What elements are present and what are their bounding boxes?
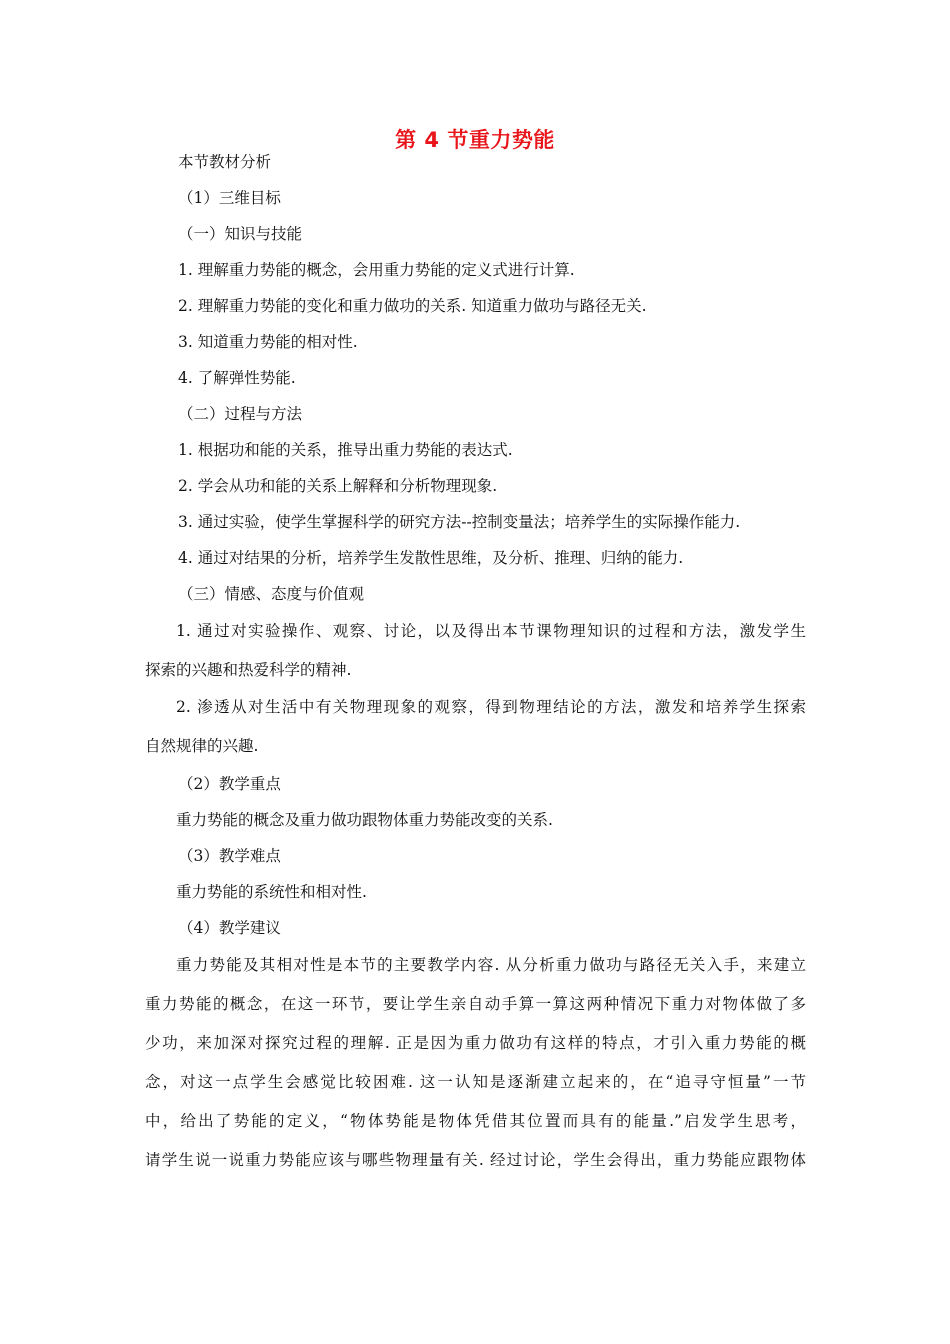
goal-item: 4. 通过对结果的分析，培养学生发散性思维，及分析、推理、归纳的能力. — [178, 549, 684, 567]
goal-item: 3. 知道重力势能的相对性. — [178, 333, 358, 351]
heading-three-dimensional-goals: （1）三维目标 — [178, 189, 281, 207]
teaching-difficulty-text: 重力势能的系统性和相对性. — [176, 883, 367, 901]
heading-knowledge-skills: （一）知识与技能 — [178, 225, 303, 243]
goal-item: 1. 根据功和能的关系，推导出重力势能的表达式. — [178, 441, 513, 459]
suggestion-paragraph-line: 请学生说一说重力势能应该与哪些物理量有关. 经过讨论，学生会得出，重力势能应跟物体 — [145, 1151, 806, 1169]
suggestion-paragraph-line: 中，给出了势能的定义，“物体势能是物体凭借其位置而具有的能量.”启发学生思考， — [145, 1112, 806, 1130]
teaching-focus-text: 重力势能的概念及重力做功跟物体重力势能改变的关系. — [176, 811, 553, 829]
suggestion-paragraph-line: 重力势能及其相对性是本节的主要教学内容. 从分析重力做功与路径无关入手，来建立 — [176, 956, 806, 974]
goal-item-continuation: 探索的兴趣和热爱科学的精神. — [145, 661, 352, 679]
goal-item-continuation: 自然规律的兴趣. — [145, 737, 259, 755]
heading-teaching-focus: （2）教学重点 — [178, 775, 281, 793]
goal-item: 1. 通过对实验操作、观察、讨论，以及得出本节课物理知识的过程和方法，激发学生 — [176, 622, 806, 640]
suggestion-paragraph-line: 少功，来加深对探究过程的理解. 正是因为重力做功有这样的特点，才引入重力势能的概 — [145, 1034, 806, 1052]
section-heading-analysis: 本节教材分析 — [178, 153, 272, 171]
goal-item: 2. 学会从功和能的关系上解释和分析物理现象. — [178, 477, 498, 495]
goal-item: 4. 了解弹性势能. — [178, 369, 296, 387]
heading-process-methods: （二）过程与方法 — [178, 405, 303, 423]
goal-item: 1. 理解重力势能的概念，会用重力势能的定义式进行计算. — [178, 261, 575, 279]
goal-item: 2. 渗透从对生活中有关物理现象的观察，得到物理结论的方法，激发和培养学生探索 — [176, 698, 806, 716]
heading-teaching-difficulty: （3）教学难点 — [178, 847, 281, 865]
goal-item: 2. 理解重力势能的变化和重力做功的关系. 知道重力做功与路径无关. — [178, 297, 647, 315]
document-title: 第 4 节重力势能 — [395, 128, 555, 152]
heading-emotion-attitude-values: （三）情感、态度与价值观 — [178, 585, 365, 603]
goal-item: 3. 通过实验，使学生掌握科学的研究方法--控制变量法；培养学生的实际操作能力. — [178, 513, 741, 531]
suggestion-paragraph-line: 念，对这一点学生会感觉比较困难. 这一认知是逐渐建立起来的，在“追寻守恒量”一节 — [145, 1073, 806, 1091]
heading-teaching-suggestions: （4）教学建议 — [178, 919, 281, 937]
suggestion-paragraph-line: 重力势能的概念，在这一环节，要让学生亲自动手算一算这两种情况下重力对物体做了多 — [145, 995, 806, 1013]
